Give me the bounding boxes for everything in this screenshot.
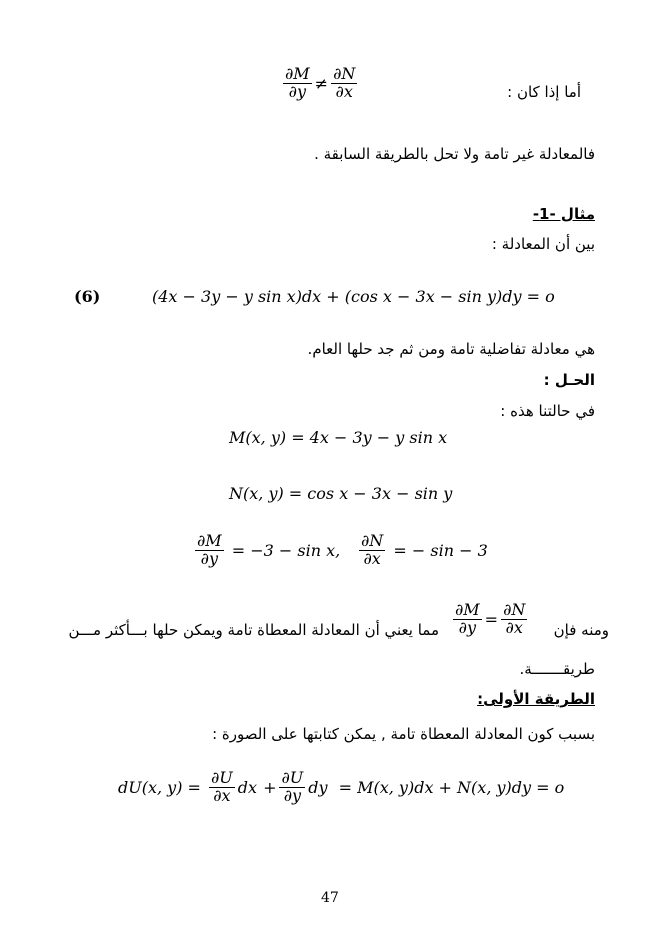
dM-dy-value: = −3 − sin x, (231, 540, 341, 560)
denominator: ∂x (505, 617, 523, 637)
numerator: ∂N (503, 600, 526, 619)
page-number: 47 (321, 890, 339, 906)
fraction-dN-dx (359, 533, 385, 568)
M-definition: M(x, y) = 4x − 3y − y sin x (229, 428, 448, 447)
equal-sign: = (484, 609, 499, 629)
fraction-dU-dy (279, 770, 305, 805)
numerator: ∂M (455, 600, 480, 619)
equal-condition (453, 602, 527, 637)
denominator: ∂x (335, 81, 353, 101)
numerator: ∂M (197, 531, 222, 550)
solution-title: الحـل : (543, 371, 595, 389)
text-not-exact: فالمعادلة غير تامة ولا تحل بالطريقة السابقة . (314, 145, 595, 163)
fraction-dM-dy (453, 602, 482, 637)
not-equal-sign: ≠ (314, 73, 329, 93)
numerator: ∂U (281, 768, 304, 787)
denominator: ∂x (213, 785, 231, 805)
equation-6: (4x − 3y − y sin x)dx + (cos x − 3x − sin y)dy = o (152, 287, 555, 306)
text-because: بسبب كون المعادلة المعطاة تامة , يمكن كتابتها على الصورة : (212, 725, 595, 743)
example-title: مثال -1- (532, 205, 595, 223)
text-in-our-case: في حالتنا هذه : (500, 402, 595, 420)
numerator: ∂U (211, 768, 233, 787)
dN-dx-result (359, 533, 491, 568)
dM-dy-result (195, 533, 343, 568)
fraction-dM-dy (195, 533, 224, 568)
fraction-dN-dx (501, 602, 527, 637)
dU-equation (115, 770, 567, 805)
text-hence-line2: طريقـــــــة. (519, 660, 595, 678)
not-equal-condition (283, 66, 357, 101)
N-definition: N(x, y) = cos x − 3x − sin y (229, 484, 453, 503)
fraction-dN-dx (331, 66, 357, 101)
plus-sign: + (263, 777, 277, 797)
denominator: ∂y (288, 81, 306, 101)
text-if-not: أما إذا كان : (507, 83, 581, 101)
fraction-dM-dy (283, 66, 312, 101)
dy-term: dy (308, 777, 328, 797)
method1-title: الطريقة الأولى: (477, 690, 595, 708)
text-show-that: بين أن المعادلة : (491, 235, 595, 253)
dU-lhs: dU(x, y) = (118, 777, 201, 797)
numerator: ∂N (361, 531, 384, 550)
numerator: ∂N (333, 64, 356, 83)
text-is-exact: هي معادلة تفاضلية تامة ومن ثم جد حلها العام. (307, 340, 595, 358)
fraction-dU-dx (209, 770, 235, 805)
text-hence-prefix: ومنه فإن (553, 621, 609, 639)
text-hence-suffix: مما يعني أن المعادلة المعطاة تامة ويمكن حلها بـــأكثر مـــن (68, 621, 439, 639)
dN-dx-value: = − sin − 3 (393, 540, 488, 560)
numerator: ∂M (285, 64, 310, 83)
denominator: ∂x (363, 548, 381, 568)
denominator: ∂y (200, 548, 218, 568)
equation-number: (6) (74, 287, 101, 306)
dx-term: dx (237, 777, 258, 797)
denominator: ∂y (458, 617, 476, 637)
denominator: ∂y (283, 785, 301, 805)
dU-rhs: = M(x, y)dx + N(x, y)dy = o (338, 777, 565, 797)
